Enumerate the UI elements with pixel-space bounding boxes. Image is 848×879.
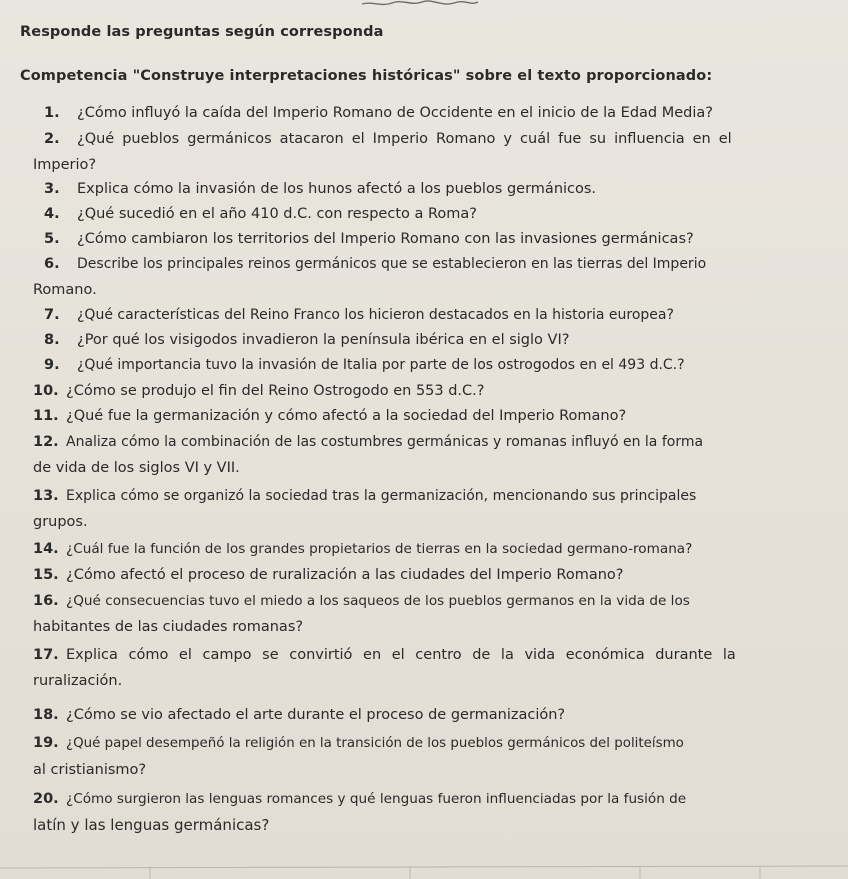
question-number: 4. [44, 206, 60, 222]
question-text: ¿Cómo cambiaron los territorios del Imperio Romano con las invasiones germánicas? [77, 231, 694, 247]
question-number: 14. [33, 541, 59, 557]
question-text-continued: Imperio? [33, 157, 97, 173]
question-text: ¿Cómo surgieron las lenguas romances y qué lenguas fueron influenciadas por la fusión de [66, 791, 687, 807]
question-text: ¿Qué sucedió en el año 410 d.C. con respecto a Roma? [77, 206, 477, 222]
question-text-continued: latín y las lenguas germánicas? [33, 816, 270, 834]
question-number: 16. [33, 593, 59, 609]
question-number: 6. [44, 256, 60, 272]
question-item [44, 327, 834, 353]
question-item [33, 786, 823, 838]
question-text: Describe los principales reinos germánicos que se establecieron en las tierras del Imperio [77, 256, 707, 272]
question-text-continued: Romano. [33, 282, 97, 298]
question-item [33, 251, 834, 303]
question-text: Explica cómo el campo se convirtió en el centro de la vida económica durante la [66, 647, 736, 663]
question-item [33, 483, 823, 535]
question-text: ¿Qué importancia tuvo la invasión de Italia por parte de los ostrogodos en el 493 d.C.? [77, 357, 685, 373]
question-item [44, 201, 834, 227]
question-item [33, 642, 823, 694]
question-text: Analiza cómo la combinación de las costumbres germánicas y romanas influyó en la forma [66, 434, 704, 450]
question-item [33, 536, 823, 562]
question-number: 15. [33, 567, 59, 583]
question-item [44, 226, 834, 252]
question-number: 7. [44, 307, 60, 323]
question-item [33, 702, 823, 728]
question-number: 5. [44, 231, 60, 247]
question-number: 8. [44, 332, 60, 348]
question-item [33, 403, 823, 429]
question-text: ¿Cómo se produjo el fin del Reino Ostrogodo en 553 d.C.? [66, 383, 485, 399]
question-number: 9. [44, 357, 60, 373]
question-number: 11. [33, 408, 59, 424]
question-text: ¿Qué papel desempeñó la religión en la transición de los pueblos germánicos del politeísmo [66, 736, 684, 751]
question-number: 17. [33, 647, 59, 663]
question-number: 3. [44, 181, 60, 197]
question-text: ¿Por qué los visigodos invadieron la península ibérica en el siglo VI? [77, 332, 570, 348]
question-number: 20. [33, 791, 59, 807]
question-number: 1. [44, 105, 60, 121]
question-item [33, 562, 823, 588]
question-text: Explica cómo la invasión de los hunos afectó a los pueblos germánicos. [77, 181, 597, 197]
question-text: ¿Cómo afectó el proceso de ruralización a las ciudades del Imperio Romano? [66, 567, 624, 583]
question-item [44, 100, 834, 126]
competency-heading: Competencia "Construye interpretaciones históricas" sobre el texto proporcionado: [20, 68, 713, 84]
question-text: ¿Cómo se vio afectado el arte durante el proceso de germanización? [66, 707, 566, 723]
question-item [44, 176, 834, 202]
question-text: ¿Qué fue la germanización y cómo afectó a la sociedad del Imperio Romano? [66, 408, 627, 424]
question-text: ¿Qué consecuencias tuvo el miedo a los saqueos de los pueblos germanos en la vida de los [66, 593, 690, 609]
question-item [33, 730, 823, 783]
instruction-heading: Responde las preguntas según corresponda [20, 24, 384, 40]
question-number: 13. [33, 488, 59, 504]
question-number: 10. [33, 383, 59, 399]
question-item [33, 588, 823, 640]
question-text: ¿Qué pueblos germánicos atacaron el Imperio Romano y cuál fue su influencia en el [77, 131, 732, 147]
question-item [44, 302, 834, 328]
question-item [33, 126, 834, 178]
question-text-continued: ruralización. [33, 673, 123, 689]
question-number: 19. [33, 735, 59, 751]
question-number: 12. [33, 434, 59, 450]
top-edge-handwriting [360, 0, 480, 8]
question-item [44, 352, 834, 378]
question-text: ¿Cuál fue la función de los grandes propietarios de tierras en la sociedad germano-romana? [66, 541, 693, 557]
question-text: ¿Qué características del Reino Franco los hicieron destacados en la historia europea? [77, 307, 674, 323]
question-text: Explica cómo se organizó la sociedad tras la germanización, mencionando sus principales [66, 488, 697, 504]
bottom-edge-lines [0, 858, 848, 879]
question-text: ¿Cómo influyó la caída del Imperio Romano de Occidente en el inicio de la Edad Media? [77, 105, 713, 121]
question-text-continued: habitantes de las ciudades romanas? [33, 619, 304, 635]
question-number: 18. [33, 707, 59, 723]
question-text-continued: de vida de los siglos VI y VII. [33, 460, 240, 476]
question-number: 2. [44, 131, 60, 147]
question-text-continued: al cristianismo? [33, 762, 147, 778]
question-item [33, 378, 823, 404]
question-item [33, 429, 823, 481]
question-text-continued: grupos. [33, 514, 88, 530]
